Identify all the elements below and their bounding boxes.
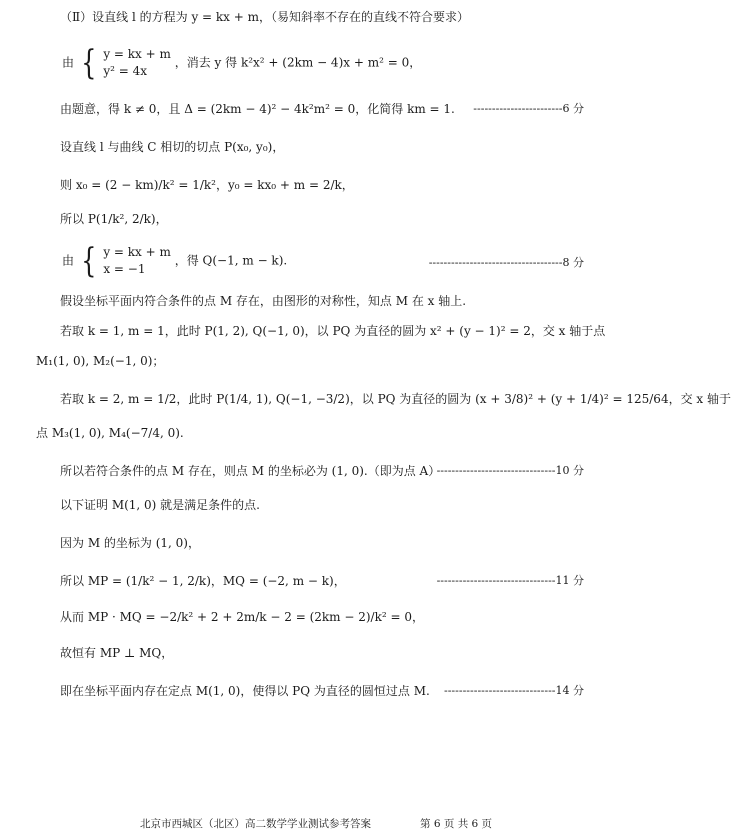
case-one-result: M₁(1, 0), M₂(−1, 0)； bbox=[36, 354, 165, 368]
system-result: ，得 Q(−1, m − k). bbox=[174, 253, 288, 268]
vector-step: 所以 MP = (1/k² − 1, 2/k)，MQ = (−2, m − k)， bbox=[60, 574, 346, 588]
footer-page-number: 第 6 页 共 6 页 bbox=[420, 818, 493, 830]
score-14: ------------------------------14 分 bbox=[444, 684, 584, 697]
final-conclusion: 即在坐标平面内存在定点 M(1, 0)，使得以 PQ 为直径的圆恒过点 M. bbox=[60, 684, 430, 698]
equation-curve: y² = 4x bbox=[103, 64, 147, 78]
assumption-step: 假设坐标平面内符合条件的点 M 存在，由图形的对称性，知点 M 在 x 轴上. bbox=[60, 294, 467, 308]
proof-intro: 以下证明 M(1, 0) 就是满足条件的点. bbox=[60, 498, 260, 512]
system-equations bbox=[103, 46, 171, 80]
system-of-equations-2 bbox=[62, 241, 288, 281]
brace-symbol: { bbox=[81, 43, 97, 83]
tangent-point-step: 设直线 l 与曲线 C 相切的切点 P(x₀, y₀)， bbox=[60, 140, 285, 154]
system-result: ，消去 y 得 k²x² + (2km − 4)x + m² = 0， bbox=[174, 55, 422, 70]
point-p-step: 所以 P(1/k², 2/k)， bbox=[60, 212, 168, 226]
case-two-step: 若取 k = 2, m = 1/2，此时 P(1/4, 1), Q(−1, −3/2)，以 PQ 为直径的圆为 (x + 3/8)² + (y + 1/4)² = 125/64，交 x 轴于 bbox=[60, 392, 731, 406]
score-8: ------------------------------------8 分 bbox=[428, 256, 584, 269]
brace-symbol: { bbox=[81, 241, 97, 281]
conclusion-guess: 所以若符合条件的点 M 存在，则点 M 的坐标必为 (1, 0).（即为点 A） bbox=[60, 464, 441, 478]
system-equations bbox=[103, 244, 171, 278]
score-10: --------------------------------10 分 bbox=[436, 464, 584, 477]
equation-line: y = kx + m bbox=[103, 47, 171, 61]
system-prefix: 由 bbox=[62, 55, 75, 70]
discriminant-step: 由题意，得 k ≠ 0，且 Δ = (2km − 4)² − 4k²m² = 0，化简得 km = 1. bbox=[60, 102, 455, 116]
equation-directrix: x = −1 bbox=[103, 262, 146, 276]
case-two-result: 点 M₃(1, 0), M₄(−7/4, 0). bbox=[36, 426, 184, 440]
dot-product-step: 从而 MP · MQ = −2/k² + 2 + 2m/k − 2 = (2km − 2)/k² = 0， bbox=[60, 610, 424, 624]
coordinates-step: 则 x₀ = (2 − km)/k² = 1/k²，y₀ = kx₀ + m = 2/k， bbox=[60, 178, 354, 192]
equation-line: y = kx + m bbox=[103, 245, 171, 259]
system-prefix: 由 bbox=[62, 253, 75, 268]
score-6: ------------------------6 分 bbox=[473, 102, 584, 115]
part-two-intro: （Ⅱ）设直线 l 的方程为 y = kx + m，（易知斜率不存在的直线不符合要求） bbox=[60, 10, 470, 24]
perpendicular-step: 故恒有 MP ⊥ MQ， bbox=[60, 646, 174, 660]
score-11: --------------------------------11 分 bbox=[436, 574, 584, 587]
footer-title: 北京市西城区（北区）高二数学学业测试参考答案 bbox=[140, 818, 371, 830]
proof-m-coordinate: 因为 M 的坐标为 (1, 0)， bbox=[60, 536, 200, 550]
case-one-step: 若取 k = 1, m = 1，此时 P(1, 2), Q(−1, 0)，以 PQ 为直径的圆为 x² + (y − 1)² = 2，交 x 轴于点 bbox=[60, 324, 606, 338]
system-of-equations-1 bbox=[62, 43, 422, 83]
